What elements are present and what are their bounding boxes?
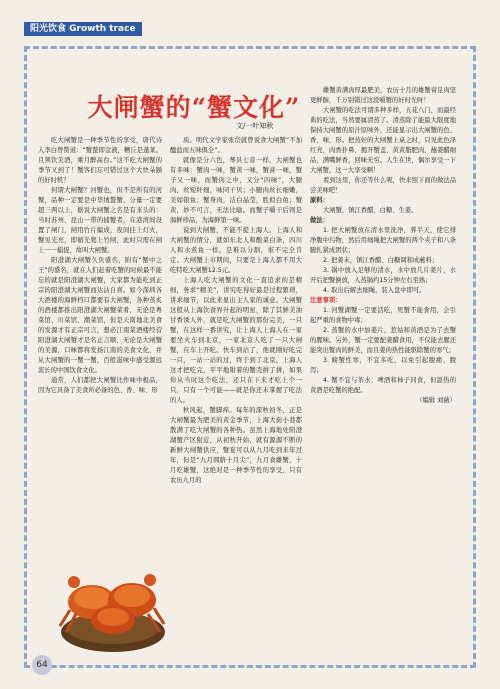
page-number: 64	[32, 655, 52, 675]
paragraph: 2. 把姜末，镇江香醋、白糖调和成蘸料；	[323, 257, 439, 264]
paragraph: 通常，人们都把大闸蟹比作味中极品，因为它具备了美食所必备的色、香、味、形	[38, 377, 162, 394]
section-heading: 注意事项：	[310, 297, 342, 304]
crab-photo	[58, 540, 168, 660]
paragraph: 吃大闸蟹是一种季节性的享受，唐代诗人李白曾赞道：“蟹螯即金液，糟丘是蓬莱。且须饮美酒，乘月醉高台。”这不吃大闸蟹的季节又到了！蟹客们忘可错过这个大快朵颐的好时机？	[38, 137, 162, 184]
paragraph: 1. 河蟹湖蟹一定要活吃，死蟹不能食用，会引起严重的食物中毒；	[310, 307, 456, 324]
paragraph: 3. 螃蟹性寒，不宜多吃，以免引起腹痛、腹泻；	[310, 357, 456, 374]
paragraph: 上海人吃大闸蟹的文化一直追求的是精细，务求“精美”，讲究吃得好最是过程繁琐，讲求细节，以此来显出主人家的诚意。大闸蟹这般从上海饮食界升起的明星，除了其鲜美油甘香诱人外，就是吃大闸蟹的那份完美，一只蟹，在这样一番讲究，让上海人上海人在一家要坐火车到北京，一家北京人吃了一只大闸蟹，在车上开吃。快车到站了，他就刚好吃完一只，一站一站的过，终于到了北京，上海人这才把吃完，平平地钳着的蟹壳拼了拼，如果你从当时这个吃法，还只在下来才吃上个一只，只有一个可能——就是你还未掌握了吃法的人。	[170, 277, 302, 404]
paragraph: 大闸蟹，镇江香醋、白糖、生姜。	[323, 207, 418, 214]
section-heading: 做法：	[310, 217, 329, 224]
paragraph: 3. 锅中放入足够的清水，水中放几片姜片，水开后把蟹倒放，入蒸锅约15分钟左右至熟；	[310, 267, 456, 284]
paragraph: 说到大闸蟹，不能不提上海人。上海人和大闸蟹的情分，就如东北人和酸菜白条，四川人和水煮鱼一样，是难以分割，谁不完全肯定。大闸蟹上市期间，只要是上海人都不用大吃特吃大闸蟹12.5元。	[170, 227, 302, 274]
paragraph: 4. 取出后解去细绳，装入盘中即可。	[323, 287, 426, 294]
editor-credit: （编辑 刘薇）	[416, 397, 456, 404]
paragraph: 何谓大闸蟹？河蟹也，但不是所有的河蟹，品种一定要是中华绒螯蟹，分量一定要超三两以上，据说大闸蟹之名是有来头的：当时苏州、昆山一带的捕蟹者，在港湾间设置了闸门，闸用竹片编成，夜间挂上灯火，蟹见光亮，即循光爬上竹闸，此时只需在闸上一一捕捉，故叫大闸蟹。	[38, 187, 162, 254]
paragraph: 2. 蒸蟹的水中加姜片，惹姑和黄酒是为了去蟹的腥味。另外，蟹一定要配姜醋食用，不仅能去腥还能突出蟹肉的鲜美，而且姜的热性能驱除蟹的寒气；	[310, 327, 456, 354]
paragraph: 秋风起，蟹脚痒。每年的深秋初冬，正是大闸蟹最为肥美的黄金季节，上海大街小巷都散满了吃大闸蟹的各种热。虽然上海地处阳澄湖蟹产区附近，从初秋开始，就有源源不断的新鲜大闸蟹供应，蟹宴可以从九月吃到来年过年，但是“九月圆脐十月尖”，九月食雌蟹，十月吃雄蟹，这绝对是一种季节性的享受，只有农历九月的	[170, 407, 302, 484]
article-title: 大闸蟹的“蟹文化”	[87, 93, 301, 122]
paragraph: 4. 蟹不宜与茶水、啤酒和柿子同食，但温热的黄酒是吃蟹的绝配。	[310, 377, 456, 394]
paragraph: 就像是分六色，琴具七音一样，大闸蟹也有多味：蟹肉一味，蟹黄一味，蟹膏一味，蟹子又一味，而蟹肉之中，又分“四味”，大腿肉，丝短纤细，味同干贝；小腿肉丝长细嫩，美如银鱼；蟹身肉，洁白晶莹，胜似白鱼；蟹黄，妙不可言，无法比喻。而蟹子嚼干后则是海鲜珍品，为海鲜第一味。	[170, 157, 302, 224]
paragraph: 大闸蟹的吃法可谓多种多样，五花八门，而最经典的吃法，当然要属清蒸了。清蒸除了能最大限度地保持大闸蟹的原汁原味外，还能显示出大闸蟹的色、香、味，形。把蒸好的大闸蟹上桌之时，只见此色泽红亮，肉香扑鼻，揭开蟹盖，黄黄脂肥肉，蘸姜醋细品，满嘴鲜香，回味无穷。人生在世，偶尔享受一下大闸蟹，这一大享受啊！	[310, 107, 456, 174]
paragraph: 质。明代文学家张岱就曾说食大闸蟹“不加醯盐而五味俱全”。	[170, 137, 302, 154]
paragraph: 阳澄湖大闸蟹久负盛名，附有“蟹中之王”的盛名，就在人们赶着吃蟹的时候最不能忘的就是阳澄湖大闸蟹，大家都为能吃到正宗的阳澄湖大闸蟹而达沾自喜。如今深圳各大酒楼的海鲜档口都要有大闸蟹，各种蒸炙的酒楼都推出阳澄湖大闸蟹菜肴，无论是粤菜馆、川菜馆、潮菜馆，但是天南地北美食的发源才有正宗可言，想必江南菜酒楼经营阳澄湖大闸蟹才是名正言顺，无论是大闸蟹的美源，口味都将发扬江南的美食文化，并从大闸蟹的一蟹一蟹，百般滋味中感受源远流长的中国饮食文化。	[38, 257, 162, 374]
paragraph: 雌蟹黄满肉厚最肥美，农历十月的雄蟹膏足肉坚更鲜醇，千万别错过这段嚼蟹的好时光呀！	[310, 87, 456, 104]
page-header	[0, 0, 500, 46]
section-heading: 原料：	[310, 197, 329, 204]
paragraph: 看到这里，你还等什么呢，快来照下面的做法品尝美味吧！	[310, 177, 456, 194]
article-column-3	[310, 86, 456, 646]
article-column-2	[170, 136, 302, 649]
article-column-1	[38, 136, 162, 534]
article-byline: 文/一叶知秋	[236, 122, 274, 130]
paragraph: 1. 把大闸蟹放在清水里洗净，养半天，使它排净腹中污物，然后用细绳把大闸蟹的两个夹子和八条腿扎紧成团状；	[310, 227, 456, 254]
column-name-tab: 阳光饮食 Growth trace	[24, 22, 142, 36]
